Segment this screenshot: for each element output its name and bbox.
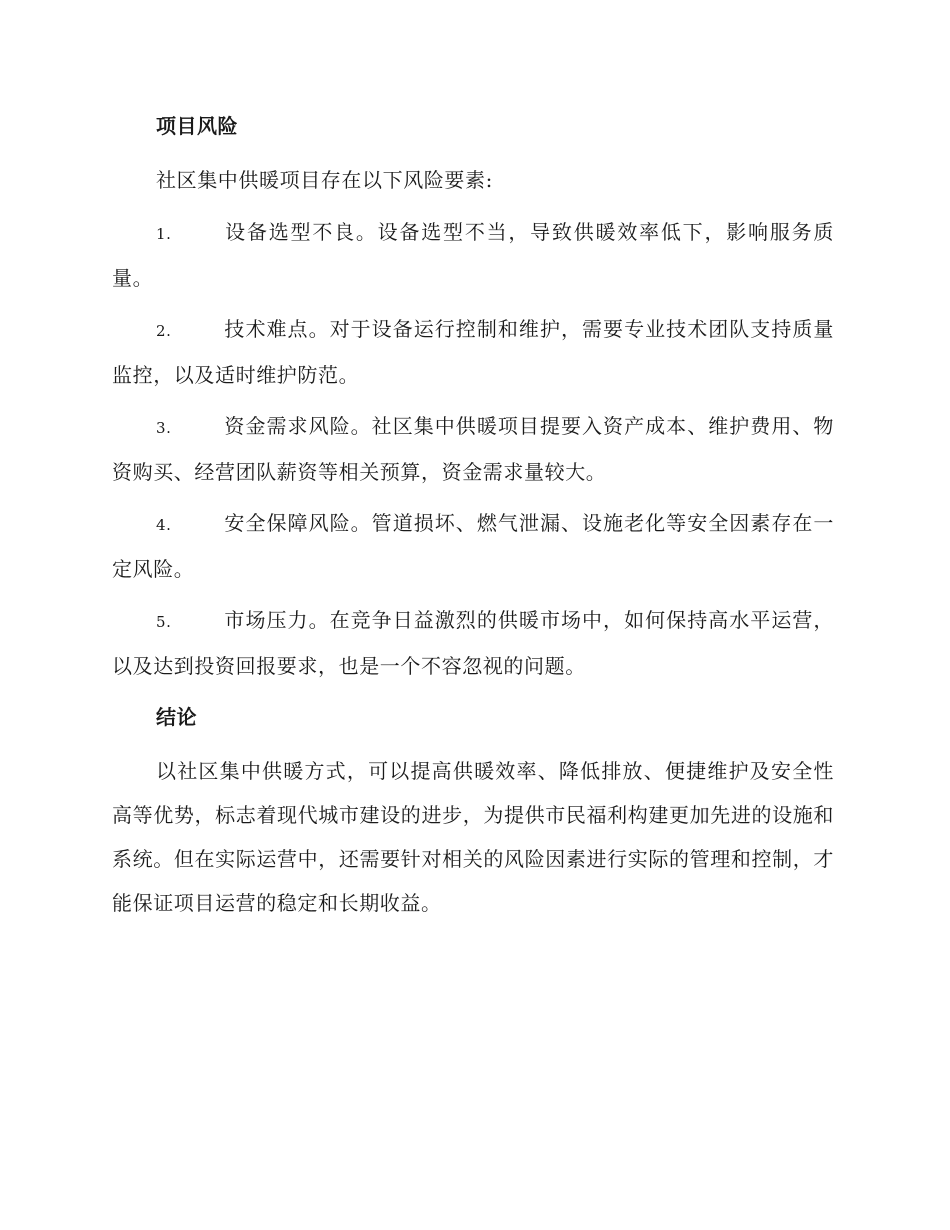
list-item (112, 404, 834, 494)
list-text: 设备选型不良。设备选型不当，导致供暖效率低下，影响服务质量。 (112, 220, 834, 290)
list-text: 市场压力。在竞争日益激烈的供暖市场中，如何保持高水平运营，以及达到投资回报要求，也是一个不容忽视的问题。 (112, 608, 834, 678)
document-page (112, 104, 834, 933)
list-number: 4. (156, 516, 172, 534)
list-item (112, 307, 834, 397)
list-number: 3. (156, 419, 172, 437)
list-text: 安全保障风险。管道损坏、燃气泄漏、设施老化等安全因素存在一定风险。 (112, 511, 834, 581)
list-item (112, 210, 834, 300)
conclusion-body: 以社区集中供暖方式，可以提高供暖效率、降低排放、便捷维护及安全性高等优势，标志着现代城市建设的进步，为提供市民福利构建更加先进的设施和系统。但在实际运营中，还需要针对相关的风险因素进行实际的管理和控制，才能保证项目运营的稳定和长期收益。 (112, 759, 834, 915)
risk-intro: 社区集中供暖项目存在以下风险要素: (156, 168, 493, 192)
list-item (112, 501, 834, 591)
list-text: 技术难点。对于设备运行控制和维护，需要专业技术团队支持质量监控，以及适时维护防范。 (112, 317, 834, 387)
risk-list (112, 210, 834, 688)
list-number: 5. (156, 613, 172, 631)
list-number: 1. (156, 225, 172, 243)
list-text: 资金需求风险。社区集中供暖项目提要入资产成本、维护费用、物资购买、经营团队薪资等相关预算，资金需求量较大。 (112, 414, 834, 484)
risk-heading: 项目风险 (156, 114, 238, 138)
list-item (112, 598, 834, 688)
list-number: 2. (156, 322, 172, 340)
conclusion-heading: 结论 (156, 705, 197, 729)
